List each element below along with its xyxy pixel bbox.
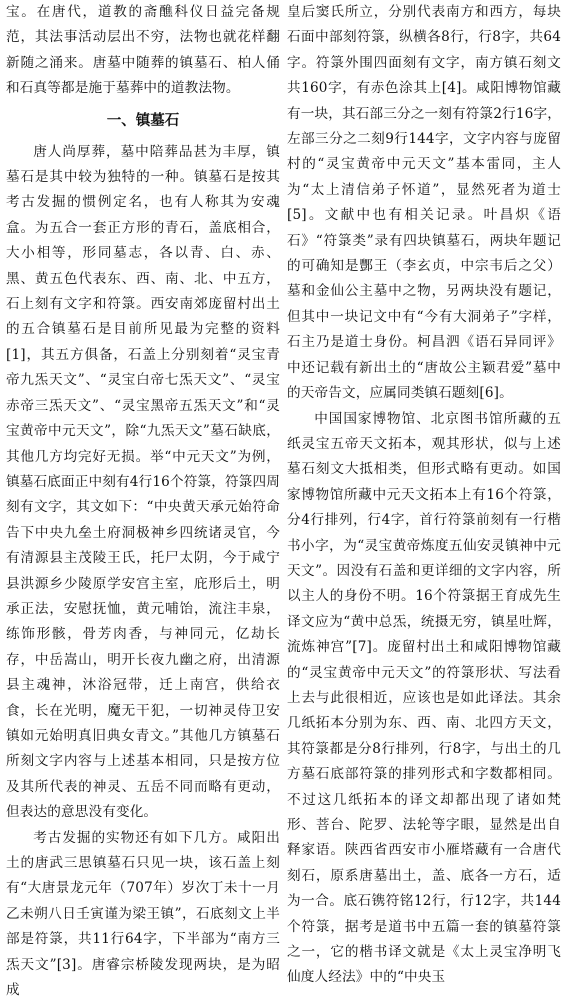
paragraph-rubbings: 中国国家博物馆、北京图书馆所藏的五纸灵宝五帝天文拓本，观其形状，似与上述墓石刻文大抵相类，但形式略有更动。如国家博物馆所藏中元天文拓本上有16个符箓，分4行排列，行4字，首行符箓前刻有一行楷书小字，为“灵宝黄帝炼度五仙安灵镇神中元天文”。因没有石盖和更详细的文字内容，所以主人的身份不明。16个符箓据王育成先生译文应为“黄中总炁，统摄无穷，镇星吐辉，流炼神宫”[7]。庞留村出土和咸阳博物馆藏的“灵宝黄帝中元天文”的符箓形状、写法看上去与此很相近，应该也是如此译法。其余几纸拓本分别为东、西、南、北四方天文，其符箓都是分8行排列，行8字，与出土的几方墓石底部符箓的排列形式和字数都相同。不过这几纸拓本的译文却都出现了诸如梵形、菩台、陀罗、法轮等字眼，显然是出自释家语。陕西省西安市小雁塔藏有一合唐代刻石，原系唐墓出土，盖、底各一方石，适为一合。底石镌符铭12行，行12字，共144个符箓，据考是道书中五篇一套的镇墓符箓之一，它的楷书译文就是《太上灵宝净明飞仙度人经法》中的“中央玉 <box>287 410 561 986</box>
left-column <box>4 0 280 999</box>
right-column <box>287 0 563 986</box>
two-column-layout <box>4 0 563 999</box>
paragraph-excavated-examples: 考古发掘的实物还有如下几方。咸阳出土的唐武三思镇墓石只见一块，该石盖上刻有“大唐景龙元年（707年）岁次丁未十一月乙未朔八日壬寅谨为梁王镇”，石底刻文上半部是符箓，共11行64字，下半部为“南方三炁天文”[3]。唐睿宗桥陵发现两块，是为昭成 <box>6 829 280 999</box>
paragraph-intro-continued: 宝。在唐代，道教的斋醮科仪日益完备规范，其法事活动层出不穷，法物也就花样翻新随之涌来。唐墓中随葬的镇墓石、柏人俑和石真等都是施于墓葬中的道教法物。 <box>6 4 280 97</box>
paragraph-examples-continued: 皇后窦氏所立，分别代表南方和西方，每块石面中部刻符箓，纵横各8行，行8字，共64字。符箓外围四面刻有文字，南方镇石刻文共160字，有赤色涂其上[4]。咸阳博物馆藏有一块，其石部三分之一刻有符箓2行16字，左部三分之二刻9行144字，文字内容与庞留村的“灵宝黄帝中元天文”基本雷同，主人为“太上清信弟子怀道”，显然死者为道士[5]。文献中也有相关记录。叶昌炽《语石》“符箓类”录有四块镇墓石，两块年题记的可确知是酆王（李玄贞，中宗韦后之父）墓和金仙公主墓中之物，另两块没有题记，但其中一块记文中有“今有大洞弟子”字样，石主乃是道士身份。柯昌泗《语石异同评》中还记载有新出土的“唐故公主颖君爱”墓中的天帝告文，应属同类镇石题刻[6]。 <box>287 4 561 402</box>
paragraph-tomb-stone-description: 唐人尚厚葬，墓中陪葬品甚为丰厚，镇墓石是其中较为独特的一种。镇墓石是按其考古发掘的惯例定名，也有人称其为安魂盒。为五合一套正方形的青石，盖底相合，大小相等，形同墓志，各以青、白、赤、黑、黄五色代表东、西、南、北、中五方，石上刻有文字和符箓。西安南郊庞留村出土的五合镇墓石是目前所见最为完整的资料[1]，其五方俱备，石盖上分别刻着“灵宝青帝九炁天文”、“灵宝白帝七炁天文”、“灵宝赤帝三炁天文”、“灵宝黑帝五炁天文”和“灵宝黄帝中元天文”，除“九炁天文”墓石缺底，其他几方均完好无损。举“中元天文”为例，镇墓石底面正中刻有4行16个符箓，符箓四周刻有文字，其文如下：“中央黄天承元始符命告下中央九垒土府洞极神乡四统诸灵官，今有清源县主茂陵王氏，托尸太阴，今于咸宁县洪源乡少陵原学安宫主室，庇形后土，明承正法，安慰抚恤，黄元哺饴，流注丰泉，练饰形骸，骨芳肉香，与神同元，亿劫长存，中岳嵩山，明开长夜九幽之府，出清源县主魂神，沐浴冠带，迁上南宫，供给衣食，长在光明，魔无干犯，一切神灵侍卫安镇如元始明真旧典女青文。”其他几方镇墓石所刻文字内容与上述基本相同，只是按方位及其所代表的神灵、五岳不同而略有更动，但表达的意思没有变化。 <box>6 143 280 821</box>
section-heading: 一、镇墓石 <box>106 112 180 129</box>
